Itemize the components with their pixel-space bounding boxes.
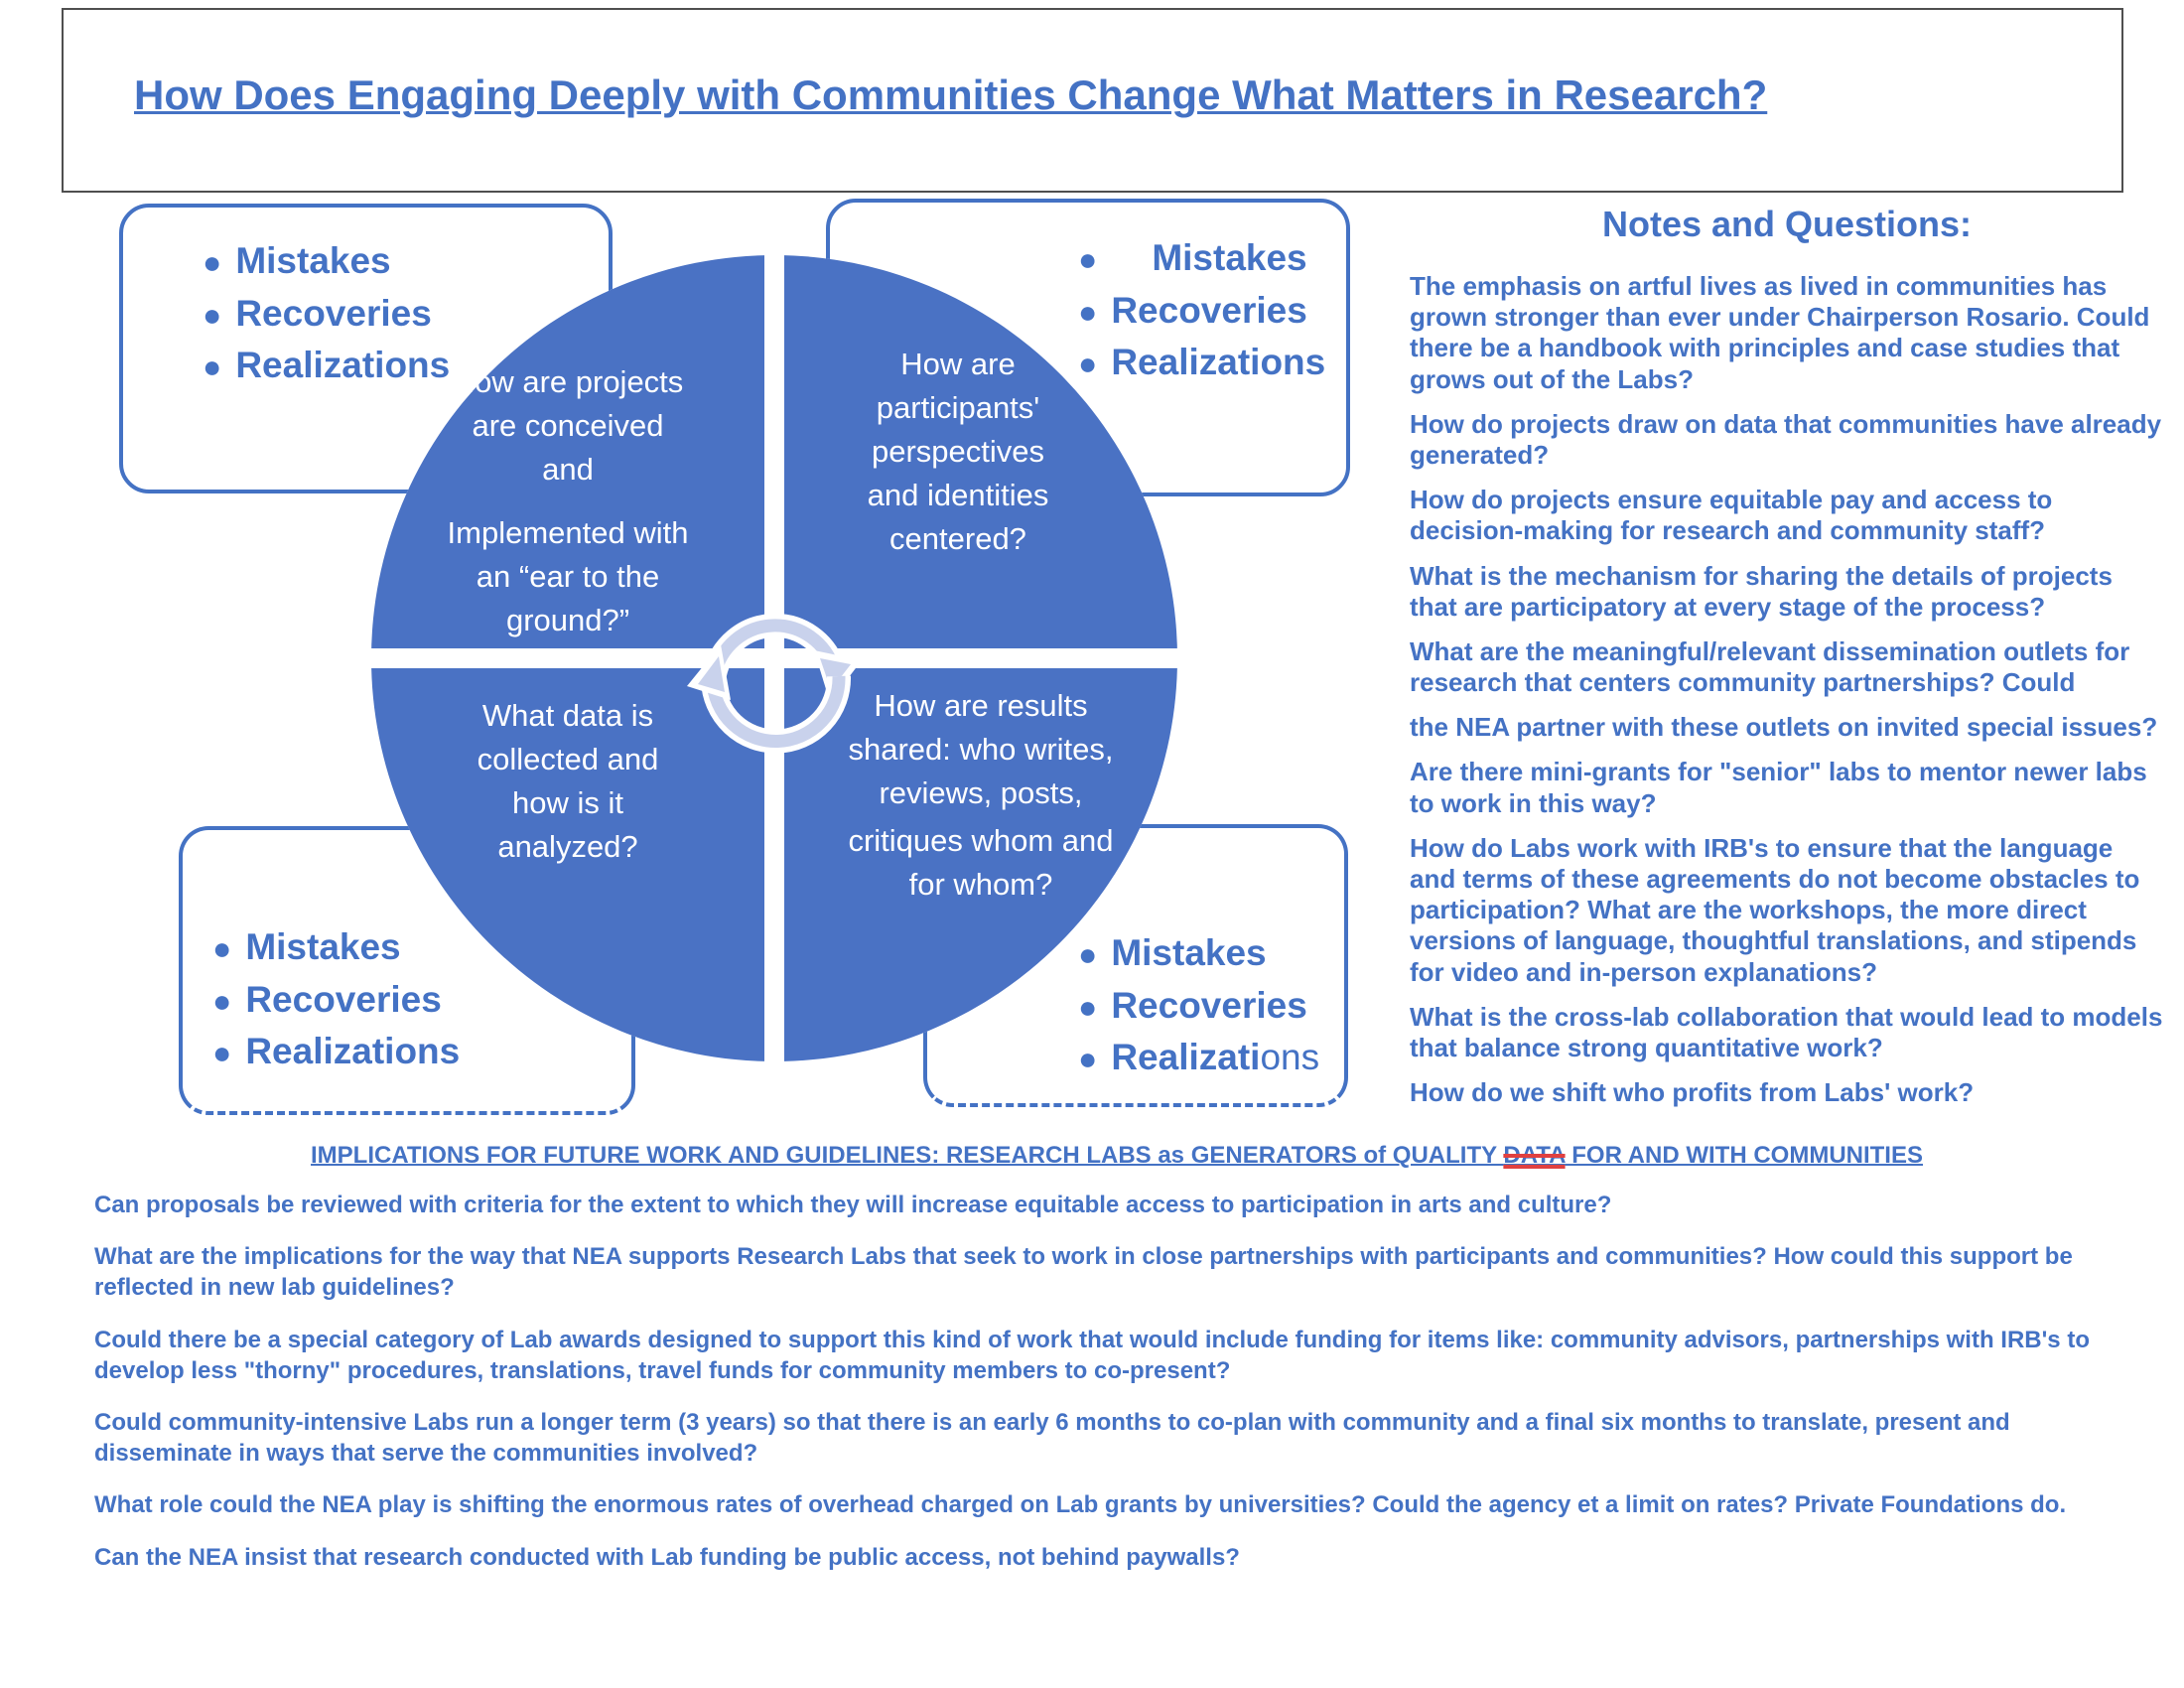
bullet-icon: ● [203, 296, 222, 333]
bullet-icon: ● [203, 244, 222, 280]
bullet-icon: ● [1078, 293, 1098, 330]
quadrant-text: critiques whom and for whom? [848, 823, 1114, 903]
note-paragraph: How do Labs work with IRB's to ensure that the language and terms of these agreements do not become obstacles to participation? What are the workshops, the more direct versions of language, thoughtful translations, and stipends for video and in-person explanations? [1410, 832, 2140, 987]
note-paragraph: the NEA partner with these outlets on invited special issues? [1410, 712, 2158, 743]
notes-heading: Notes and Questions: [1601, 204, 1973, 244]
implications-heading-text: FOR AND WITH COMMUNITIES [1565, 1142, 1923, 1169]
cycle-arrows-icon [635, 529, 913, 787]
implication-paragraph: What are the implications for the way that NEA supports Research Labs that seek to work in close partnerships with participants and communities? How could this support be reflected in new lab guidelines? [94, 1243, 2073, 1302]
implications-heading-text: IMPLICATIONS FOR FUTURE WORK AND GUIDELINES: RESEARCH LABS as GENERATORS of QUALITY [311, 1142, 1504, 1169]
list-item-label: Realizations [1111, 342, 1326, 383]
note-paragraph: What are the meaningful/relevant dissemination outlets for research that centers community partnerships? Could [1410, 635, 2130, 698]
bullet-icon: ● [1078, 241, 1098, 277]
list-item-label: Mistakes [235, 240, 391, 281]
bullet-icon: ● [1078, 936, 1098, 972]
list-item-label: Realizations [235, 345, 451, 386]
list-item-label: Mistakes [1152, 237, 1307, 278]
implication-paragraph: Can the NEA insist that research conducted with Lab funding be public access, not behind paywalls? [94, 1543, 1240, 1571]
note-paragraph: What is the mechanism for sharing the details of projects that are participatory at every stage of the process? [1410, 560, 2113, 622]
list-item [1078, 1032, 1344, 1084]
list-item-label: Realizations [245, 1031, 461, 1072]
implication-paragraph: What role could the NEA play is shifting the enormous rates of overhead charged on Lab grants by universities? Could the agency et a limit on rates? Private Foundations do. [94, 1491, 2067, 1519]
list-item [1078, 927, 1344, 980]
implication-paragraph: Could community-intensive Labs run a longer term (3 years) so that there is an early 6 months to co-plan with community and a final six months to translate, present and disseminate in ways that serve the communities involved? [94, 1408, 2010, 1468]
note-paragraph: What is the cross-lab collaboration that would lead to models that balance strong quantitative work? [1410, 1001, 2163, 1062]
bullet-icon: ● [1078, 346, 1098, 382]
note-paragraph: How do we shift who profits from Labs' work? [1410, 1077, 1975, 1108]
list-item-label: Recoveries [1111, 984, 1307, 1026]
list-item-label: Recoveries [245, 978, 442, 1020]
page-title: How Does Engaging Deeply with Communities Change What Matters in Research? [134, 71, 1768, 118]
bullet-icon: ● [212, 1035, 232, 1071]
note-paragraph: Are there mini-grants for "senior" labs to mentor newer labs to work in this way? [1410, 757, 2147, 818]
list-item-label: Recoveries [235, 292, 432, 334]
implications-heading [94, 1142, 2139, 1170]
implication-paragraph: Could there be a special category of Lab awards designed to support this kind of work that would include funding for items like: community advisors, partnerships with IRB's to develop less "thorny" procedures, translations, travel funds for community members to co-present? [94, 1326, 2090, 1384]
implications-body [94, 1190, 2144, 1594]
quadrant-text: How are results shared: who writes, reviews, posts, [848, 688, 1114, 811]
list-item-label: Mistakes [245, 926, 401, 967]
quadrant-text: Implemented with an “ear to the ground?” [447, 515, 689, 638]
note-paragraph: How do projects ensure equitable pay and access to decision-making for research and community staff? [1410, 485, 2053, 546]
list-item [212, 1026, 631, 1078]
list-item-label: Realizations [1111, 1037, 1320, 1078]
bullet-icon: ● [212, 930, 232, 966]
quadrant-text: What data is collected and how is it analyzed? [477, 698, 659, 865]
list-item [203, 235, 609, 288]
bullet-icon: ● [1078, 988, 1098, 1025]
note-paragraph: The emphasis on artful lives as lived in communities has grown stronger than ever under Chairperson Rosario. Could there be a handbook with principles and case studies that grows out of the Labs? [1410, 271, 2150, 394]
list-item [1078, 980, 1344, 1033]
list-item [1078, 285, 1346, 338]
notes-panel [1410, 204, 2164, 1122]
implication-paragraph: Can proposals be reviewed with criteria for the extent to which they will increase equitable access to participation in arts and culture? [94, 1192, 1612, 1218]
bullet-icon: ● [1078, 1041, 1098, 1077]
struck-word: DATA [1503, 1142, 1566, 1169]
note-paragraph: How do projects draw on data that communities have already generated? [1410, 408, 2162, 470]
list-item-label: Mistakes [1111, 932, 1267, 973]
list-item [1078, 337, 1346, 389]
list-item [1078, 232, 1346, 285]
quadrant-text: How are participants' perspectives and identities centered? [867, 346, 1049, 557]
bullet-icon: ● [212, 982, 232, 1019]
bullet-icon: ● [203, 349, 222, 385]
quadrant-text: How are projects are conceived and [452, 363, 684, 487]
list-item-label: Recoveries [1111, 289, 1307, 331]
